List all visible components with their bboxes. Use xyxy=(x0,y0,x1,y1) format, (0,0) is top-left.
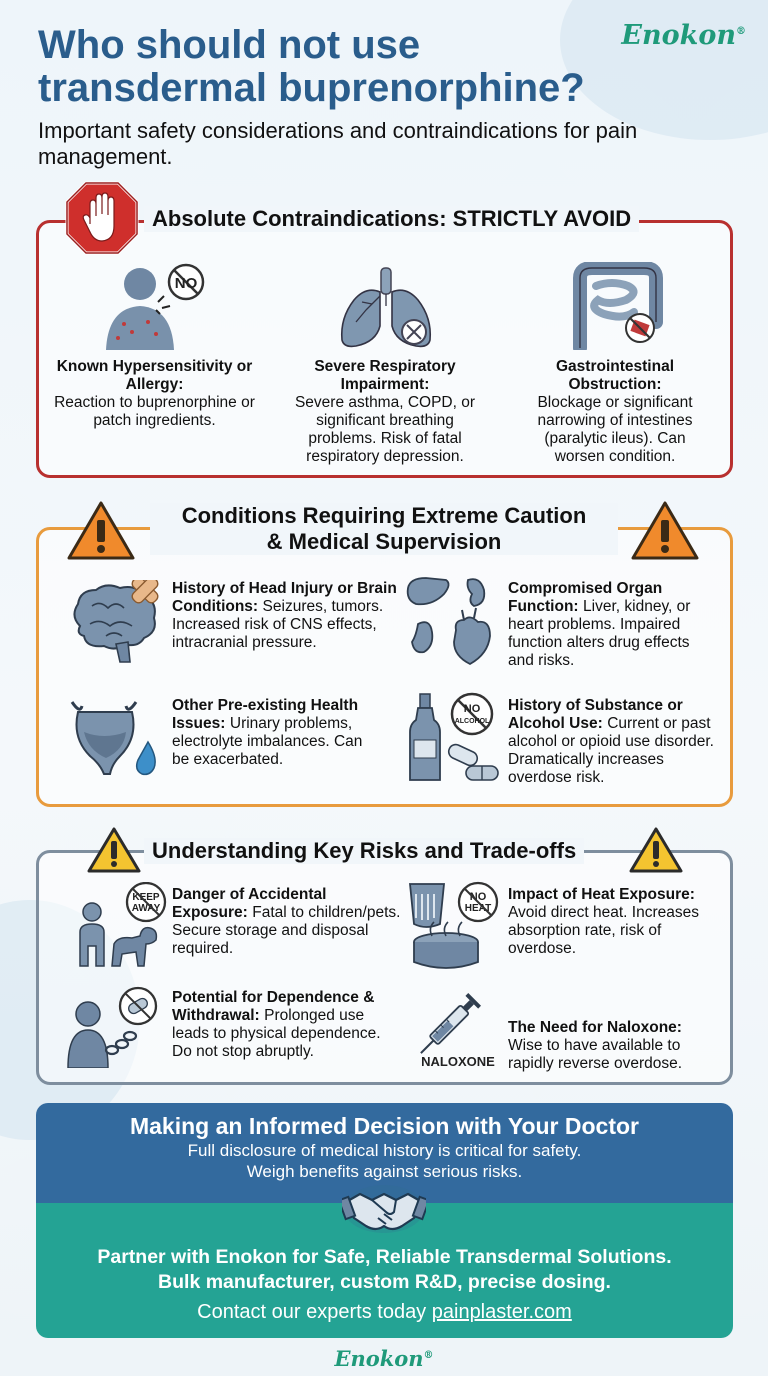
organs-icon xyxy=(402,574,502,670)
absolute-item-hypersensitivity: Known Hypersensitivity or Allergy: Reaction to buprenorphine or patch ingredients. xyxy=(54,358,255,429)
warning-yellow-icon xyxy=(86,826,142,874)
caution-item-substance-use: History of Substance or Alcohol Use: Current or past alcohol or opioid use disorder. Dramatically increases overdose risk. xyxy=(508,697,714,786)
page-title: Who should not use transdermal buprenorphine? xyxy=(38,23,585,110)
warning-orange-icon xyxy=(630,500,700,562)
risk-item-naloxone: The Need for Naloxone: Wise to have available to rapidly reverse overdose. xyxy=(508,1019,683,1072)
caution-item-head-injury: History of Head Injury or Brain Conditions: Seizures, tumors. Increased risk of CNS effects, intracranial pressure. xyxy=(172,580,397,651)
handshake-icon xyxy=(342,1182,426,1236)
syringe-icon xyxy=(406,986,504,1070)
no-badge-text: NO xyxy=(174,275,198,292)
svg-text:AWAY: AWAY xyxy=(131,903,161,914)
page-subtitle: Important safety considerations and contraindications for pain management. xyxy=(38,118,638,169)
caution-item-pre-existing: Other Pre-existing Health Issues: Urinary problems, electrolyte imbalances. Can be exacerbated. xyxy=(172,697,363,768)
partner-line: Partner with Enokon for Safe, Reliable Transdermal Solutions. xyxy=(97,1246,672,1268)
risks-heading: Understanding Key Risks and Trade-offs xyxy=(144,838,584,864)
absolute-item-respiratory: Severe Respiratory Impairment: Severe asthma, COPD, or significant breathing problems. Risk of fatal respiratory depression. xyxy=(294,358,476,465)
risk-item-heat-exposure: Impact of Heat Exposure: Avoid direct heat. Increases absorption rate, risk of overdose. xyxy=(508,886,699,957)
svg-text:ALCOHOL: ALCOHOL xyxy=(454,718,490,725)
svg-text:KEEP: KEEP xyxy=(132,892,160,903)
lungs-icon xyxy=(336,266,436,350)
decision-line: Weigh benefits against serious risks. xyxy=(246,1162,523,1181)
decision-title: Making an Informed Decision with Your Doctor xyxy=(129,1113,640,1139)
naloxone-label: NALOXONE xyxy=(421,1054,495,1069)
website-link[interactable]: painplaster.com xyxy=(431,1301,572,1323)
svg-text:HEAT: HEAT xyxy=(464,903,492,914)
child-pet-icon xyxy=(74,882,174,968)
caution-heading: Conditions Requiring Extreme Caution & Medical Supervision xyxy=(150,503,618,555)
bladder-icon xyxy=(66,698,162,782)
svg-text:NO: NO xyxy=(469,891,487,903)
caution-item-organ-function: Compromised Organ Function: Liver, kidney, or heart problems. Impaired function alters drug effects and risks. xyxy=(508,580,691,669)
decision-line: Full disclosure of medical history is critical for safety. xyxy=(187,1141,582,1160)
partner-line: Bulk manufacturer, custom R&D, precise dosing. xyxy=(158,1271,611,1293)
dependence-icon xyxy=(66,984,170,1068)
heat-icon xyxy=(404,880,504,972)
warning-yellow-icon xyxy=(628,826,684,874)
brand-logo-bottom: Enokon® xyxy=(334,1346,434,1371)
risk-item-accidental-exposure: Danger of Accidental Exposure: Fatal to children/pets. Secure storage and disposal required. xyxy=(172,886,401,957)
allergy-person-icon xyxy=(102,262,208,350)
stop-hand-icon xyxy=(64,180,140,256)
absolute-item-gi-obstruction: Gastrointestinal Obstruction: Blockage or significant narrowing of intestines (paralytic ileus). Can worsen condition. xyxy=(537,358,693,465)
risk-item-dependence: Potential for Dependence & Withdrawal: Prolonged use leads to physical dependence. Do not stop abruptly. xyxy=(172,989,381,1060)
brand-logo-top: Enokon® xyxy=(621,20,746,51)
svg-text:NO: NO xyxy=(463,703,481,715)
absolute-heading: Absolute Contraindications: STRICTLY AVOID xyxy=(144,206,639,232)
alcohol-pills-icon xyxy=(408,692,504,784)
contact-line: Contact our experts today painplaster.com xyxy=(197,1301,572,1323)
brain-icon xyxy=(66,580,166,664)
warning-orange-icon xyxy=(66,500,136,562)
intestines-icon xyxy=(568,262,670,350)
